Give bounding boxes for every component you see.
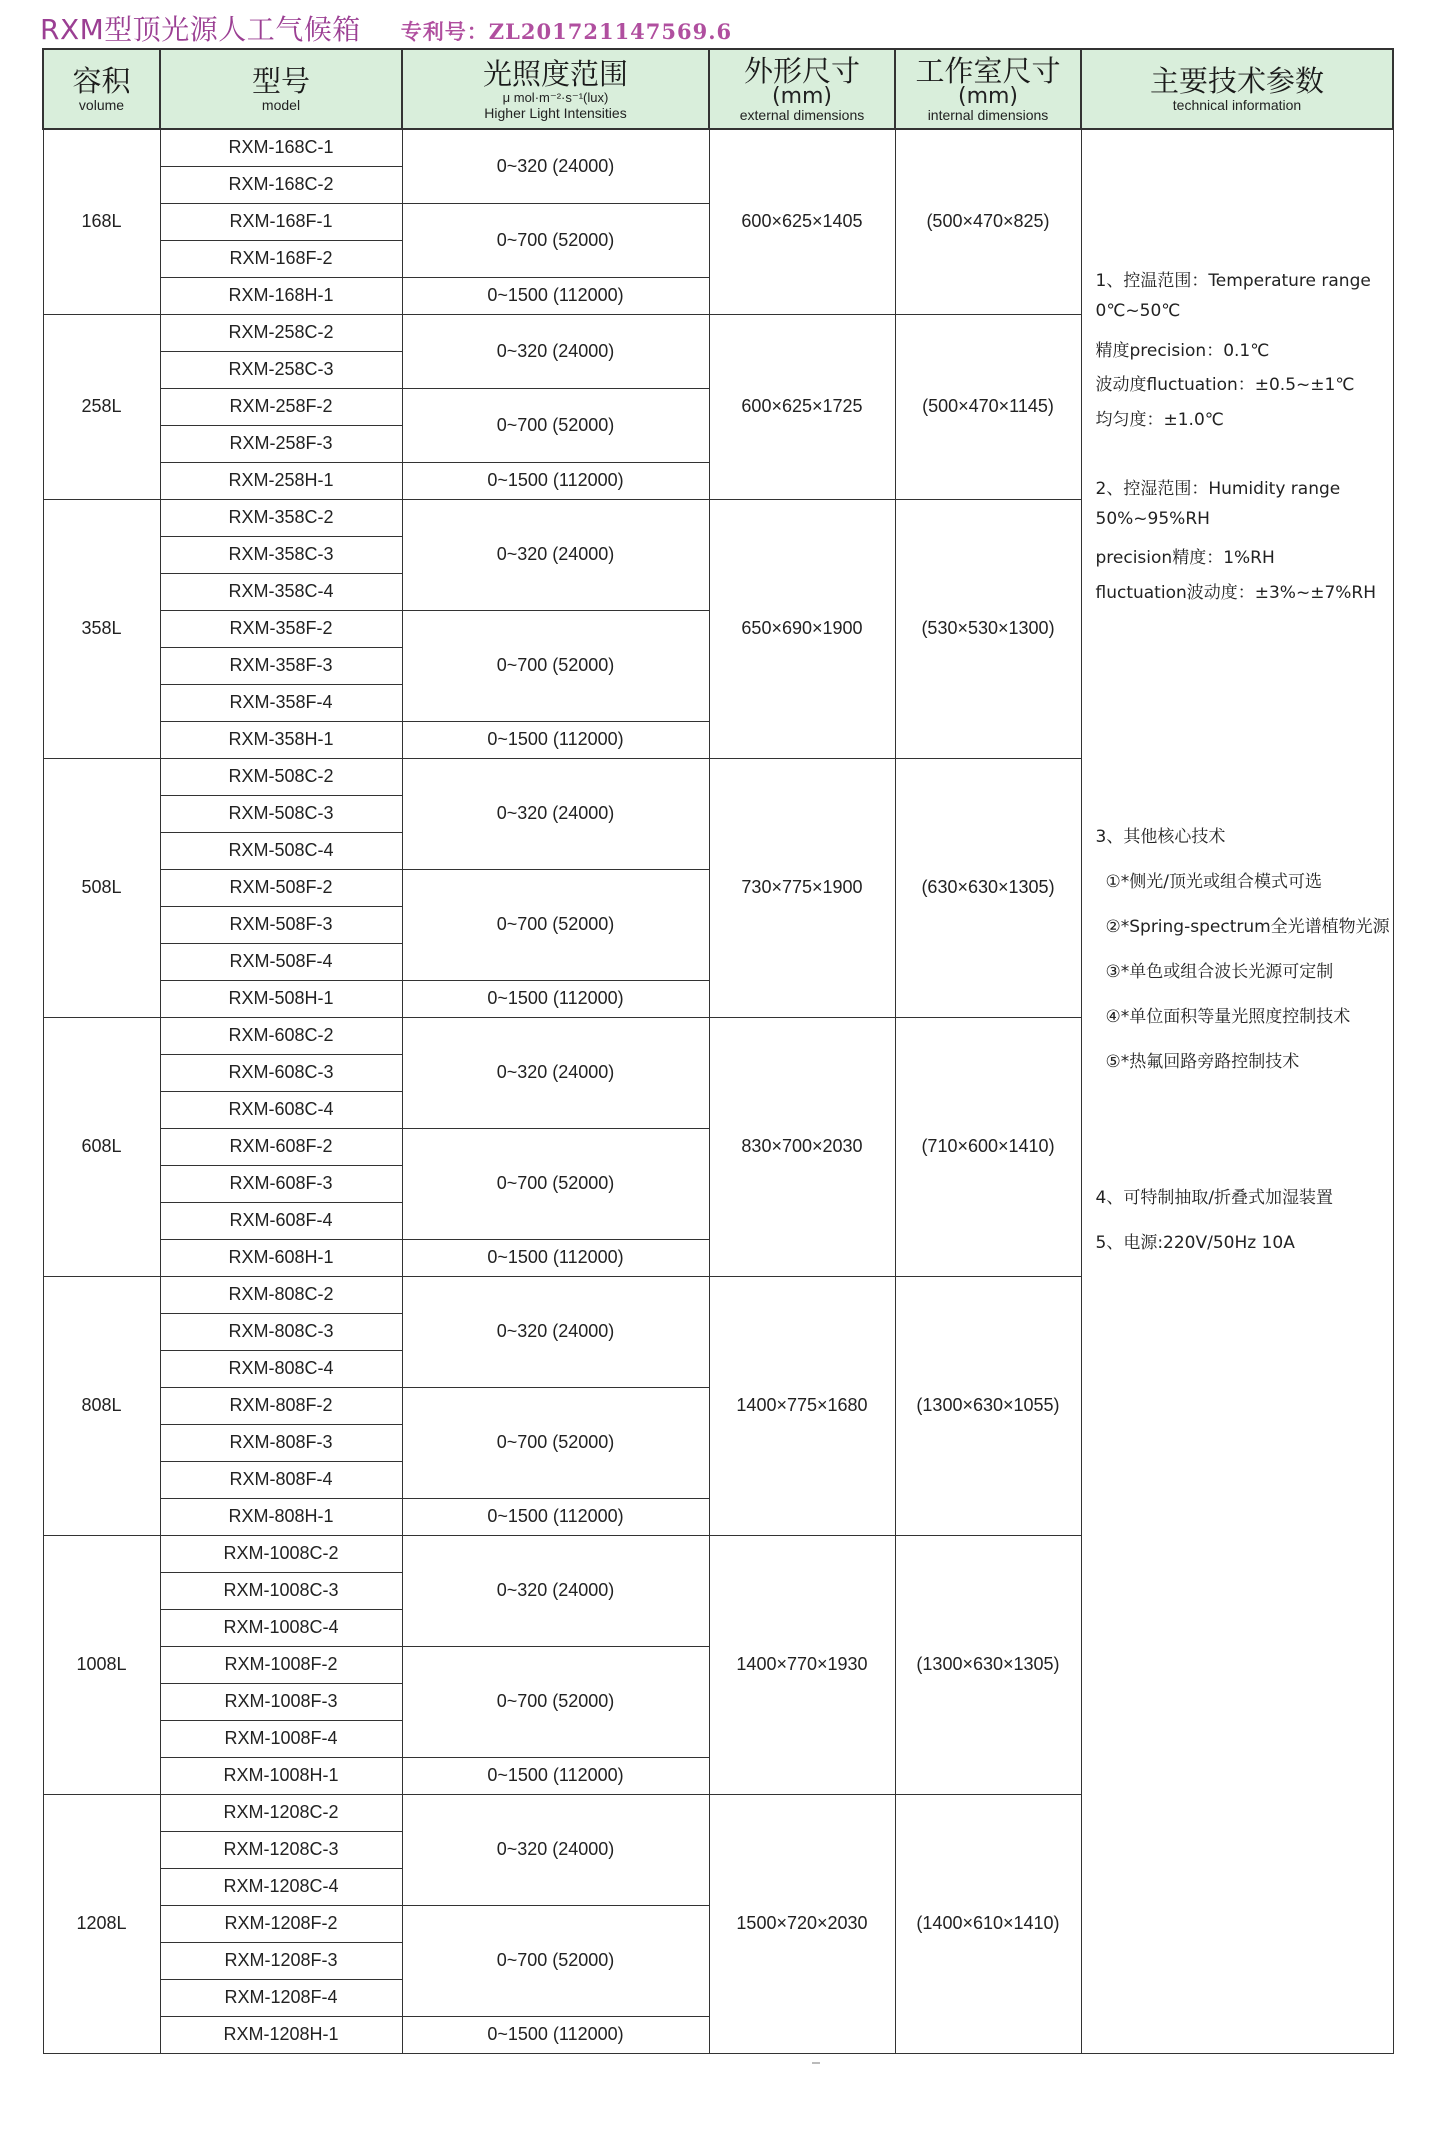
model-cell: RXM-168C-2	[160, 166, 402, 203]
light-range-cell: 0~700 (52000)	[402, 1905, 709, 2016]
model-cell: RXM-1208C-3	[160, 1831, 402, 1868]
model-cell: RXM-808F-4	[160, 1461, 402, 1498]
tech-line: fluctuation波动度：±3%~±7%RH	[1095, 583, 1377, 603]
internal-dimensions-cell: (500×470×825)	[895, 129, 1081, 314]
tech-line: 均匀度：±1.0℃	[1095, 410, 1224, 430]
model-cell: RXM-258C-2	[160, 314, 402, 351]
model-cell: RXM-808C-3	[160, 1313, 402, 1350]
model-cell: RXM-258H-1	[160, 462, 402, 499]
col-tech-header: 主要技术参数 technical information	[1081, 49, 1393, 129]
internal-dimensions-cell: (710×600×1410)	[895, 1017, 1081, 1276]
external-dimensions-cell: 730×775×1900	[709, 758, 895, 1017]
page-title: RXM型顶光源人工气候箱	[40, 13, 361, 46]
tech-line: 1、控温范围：Temperature range	[1095, 271, 1371, 291]
col-volume-header: 容积 volume	[43, 49, 160, 129]
tech-line: ⑤*热氟回路旁路控制技术	[1105, 1052, 1300, 1072]
internal-dimensions-cell: (530×530×1300)	[895, 499, 1081, 758]
light-range-cell: 0~1500 (112000)	[402, 1239, 709, 1276]
light-range-cell: 0~320 (24000)	[402, 1794, 709, 1905]
light-range-cell: 0~700 (52000)	[402, 869, 709, 980]
model-cell: RXM-608F-2	[160, 1128, 402, 1165]
external-dimensions-cell: 600×625×1405	[709, 129, 895, 314]
tech-line: 波动度fluctuation：±0.5~±1℃	[1095, 375, 1355, 395]
model-cell: RXM-258F-3	[160, 425, 402, 462]
internal-dimensions-cell: (630×630×1305)	[895, 758, 1081, 1017]
model-cell: RXM-1208F-4	[160, 1979, 402, 2016]
tech-line: ④*单位面积等量光照度控制技术	[1105, 1007, 1351, 1027]
light-range-cell: 0~700 (52000)	[402, 388, 709, 462]
model-cell: RXM-1008C-3	[160, 1572, 402, 1609]
tech-line: ①*侧光/顶光或组合模式可选	[1105, 872, 1322, 892]
internal-dimensions-cell: (1400×610×1410)	[895, 1794, 1081, 2054]
model-cell: RXM-358F-4	[160, 684, 402, 721]
model-cell: RXM-808F-2	[160, 1387, 402, 1424]
light-range-cell: 0~320 (24000)	[402, 1276, 709, 1387]
tech-line: 精度precision：0.1℃	[1095, 341, 1270, 361]
model-cell: RXM-358F-2	[160, 610, 402, 647]
model-cell: RXM-608C-3	[160, 1054, 402, 1091]
patent-number: 专利号：ZL201721147569.6	[400, 19, 733, 44]
light-range-cell: 0~700 (52000)	[402, 1387, 709, 1498]
light-range-cell: 0~700 (52000)	[402, 1128, 709, 1239]
volume-cell: 258L	[43, 314, 160, 499]
model-cell: RXM-1208C-4	[160, 1868, 402, 1905]
tech-line: 50%~95%RH	[1095, 509, 1210, 529]
technical-info-list	[1082, 130, 1393, 2053]
tech-line: 2、控湿范围：Humidity range	[1095, 479, 1341, 499]
light-range-cell: 0~320 (24000)	[402, 1017, 709, 1128]
external-dimensions-cell: 1500×720×2030	[709, 1794, 895, 2054]
light-range-cell: 0~320 (24000)	[402, 314, 709, 388]
model-cell: RXM-1208H-1	[160, 2016, 402, 2054]
model-cell: RXM-808F-3	[160, 1424, 402, 1461]
external-dimensions-cell: 1400×775×1680	[709, 1276, 895, 1535]
light-range-cell: 0~700 (52000)	[402, 1646, 709, 1757]
model-cell: RXM-168C-1	[160, 129, 402, 166]
spec-table	[42, 48, 1394, 2054]
title-bar	[40, 8, 1410, 48]
model-cell: RXM-508F-3	[160, 906, 402, 943]
model-cell: RXM-358C-3	[160, 536, 402, 573]
light-range-cell: 0~1500 (112000)	[402, 1498, 709, 1535]
model-cell: RXM-508C-3	[160, 795, 402, 832]
model-cell: RXM-508C-2	[160, 758, 402, 795]
table-row	[43, 129, 1393, 166]
light-range-cell: 0~1500 (112000)	[402, 980, 709, 1017]
light-range-cell: 0~320 (24000)	[402, 758, 709, 869]
tech-line: 4、可特制抽取/折叠式加湿装置	[1095, 1188, 1334, 1208]
light-range-cell: 0~700 (52000)	[402, 203, 709, 277]
model-cell: RXM-608C-4	[160, 1091, 402, 1128]
model-cell: RXM-1208F-2	[160, 1905, 402, 1942]
volume-cell: 1208L	[43, 1794, 160, 2054]
volume-cell: 508L	[43, 758, 160, 1017]
model-cell: RXM-1008F-4	[160, 1720, 402, 1757]
light-range-cell: 0~1500 (112000)	[402, 462, 709, 499]
model-cell: RXM-1008H-1	[160, 1757, 402, 1794]
external-dimensions-cell: 1400×770×1930	[709, 1535, 895, 1794]
tech-line: precision精度：1%RH	[1095, 548, 1275, 568]
external-dimensions-cell: 600×625×1725	[709, 314, 895, 499]
tech-line: 3、其他核心技术	[1095, 827, 1226, 847]
external-dimensions-cell: 830×700×2030	[709, 1017, 895, 1276]
technical-info-cell	[1081, 129, 1393, 2054]
volume-cell: 808L	[43, 1276, 160, 1535]
col-light-header: 光照度范围 μ mol·m⁻²·s⁻¹(lux) Higher Light Intensities	[402, 49, 709, 129]
model-cell: RXM-1008C-4	[160, 1609, 402, 1646]
volume-cell: 608L	[43, 1017, 160, 1276]
model-cell: RXM-608F-3	[160, 1165, 402, 1202]
tech-line: 5、电源:220V/50Hz 10A	[1095, 1233, 1295, 1253]
external-dimensions-cell: 650×690×1900	[709, 499, 895, 758]
model-cell: RXM-168F-2	[160, 240, 402, 277]
model-cell: RXM-1208F-3	[160, 1942, 402, 1979]
model-cell: RXM-358C-2	[160, 499, 402, 536]
model-cell: RXM-508F-2	[160, 869, 402, 906]
col-internal-header: 工作室尺寸 (mm) internal dimensions	[895, 49, 1081, 129]
model-cell: RXM-1008F-3	[160, 1683, 402, 1720]
model-cell: RXM-1008C-2	[160, 1535, 402, 1572]
header-row	[43, 49, 1393, 129]
model-cell: RXM-168F-1	[160, 203, 402, 240]
model-cell: RXM-258F-2	[160, 388, 402, 425]
volume-cell: 1008L	[43, 1535, 160, 1794]
light-range-cell: 0~1500 (112000)	[402, 2016, 709, 2054]
model-cell: RXM-808H-1	[160, 1498, 402, 1535]
volume-cell: 358L	[43, 499, 160, 758]
model-cell: RXM-358H-1	[160, 721, 402, 758]
model-cell: RXM-508C-4	[160, 832, 402, 869]
light-range-cell: 0~1500 (112000)	[402, 1757, 709, 1794]
col-model-header: 型号 model	[160, 49, 402, 129]
model-cell: RXM-1208C-2	[160, 1794, 402, 1831]
tech-line: ②*Spring-spectrum全光谱植物光源	[1105, 917, 1390, 937]
model-cell: RXM-508H-1	[160, 980, 402, 1017]
model-cell: RXM-358C-4	[160, 573, 402, 610]
tech-line: 0℃~50℃	[1095, 301, 1181, 321]
model-cell: RXM-808C-2	[160, 1276, 402, 1313]
model-cell: RXM-608F-4	[160, 1202, 402, 1239]
light-range-cell: 0~320 (24000)	[402, 499, 709, 610]
internal-dimensions-cell: (1300×630×1305)	[895, 1535, 1081, 1794]
internal-dimensions-cell: (500×470×1145)	[895, 314, 1081, 499]
spec-table-body	[43, 129, 1393, 2054]
model-cell: RXM-508F-4	[160, 943, 402, 980]
footer-mark	[812, 2062, 820, 2064]
light-range-cell: 0~1500 (112000)	[402, 721, 709, 758]
light-range-cell: 0~700 (52000)	[402, 610, 709, 721]
light-range-cell: 0~1500 (112000)	[402, 277, 709, 314]
col-external-header: 外形尺寸 (mm) external dimensions	[709, 49, 895, 129]
model-cell: RXM-808C-4	[160, 1350, 402, 1387]
model-cell: RXM-358F-3	[160, 647, 402, 684]
model-cell: RXM-258C-3	[160, 351, 402, 388]
model-cell: RXM-1008F-2	[160, 1646, 402, 1683]
model-cell: RXM-168H-1	[160, 277, 402, 314]
model-cell: RXM-608C-2	[160, 1017, 402, 1054]
light-range-cell: 0~320 (24000)	[402, 1535, 709, 1646]
volume-cell: 168L	[43, 129, 160, 314]
tech-line: ③*单色或组合波长光源可定制	[1105, 962, 1334, 982]
light-range-cell: 0~320 (24000)	[402, 129, 709, 203]
model-cell: RXM-608H-1	[160, 1239, 402, 1276]
internal-dimensions-cell: (1300×630×1055)	[895, 1276, 1081, 1535]
